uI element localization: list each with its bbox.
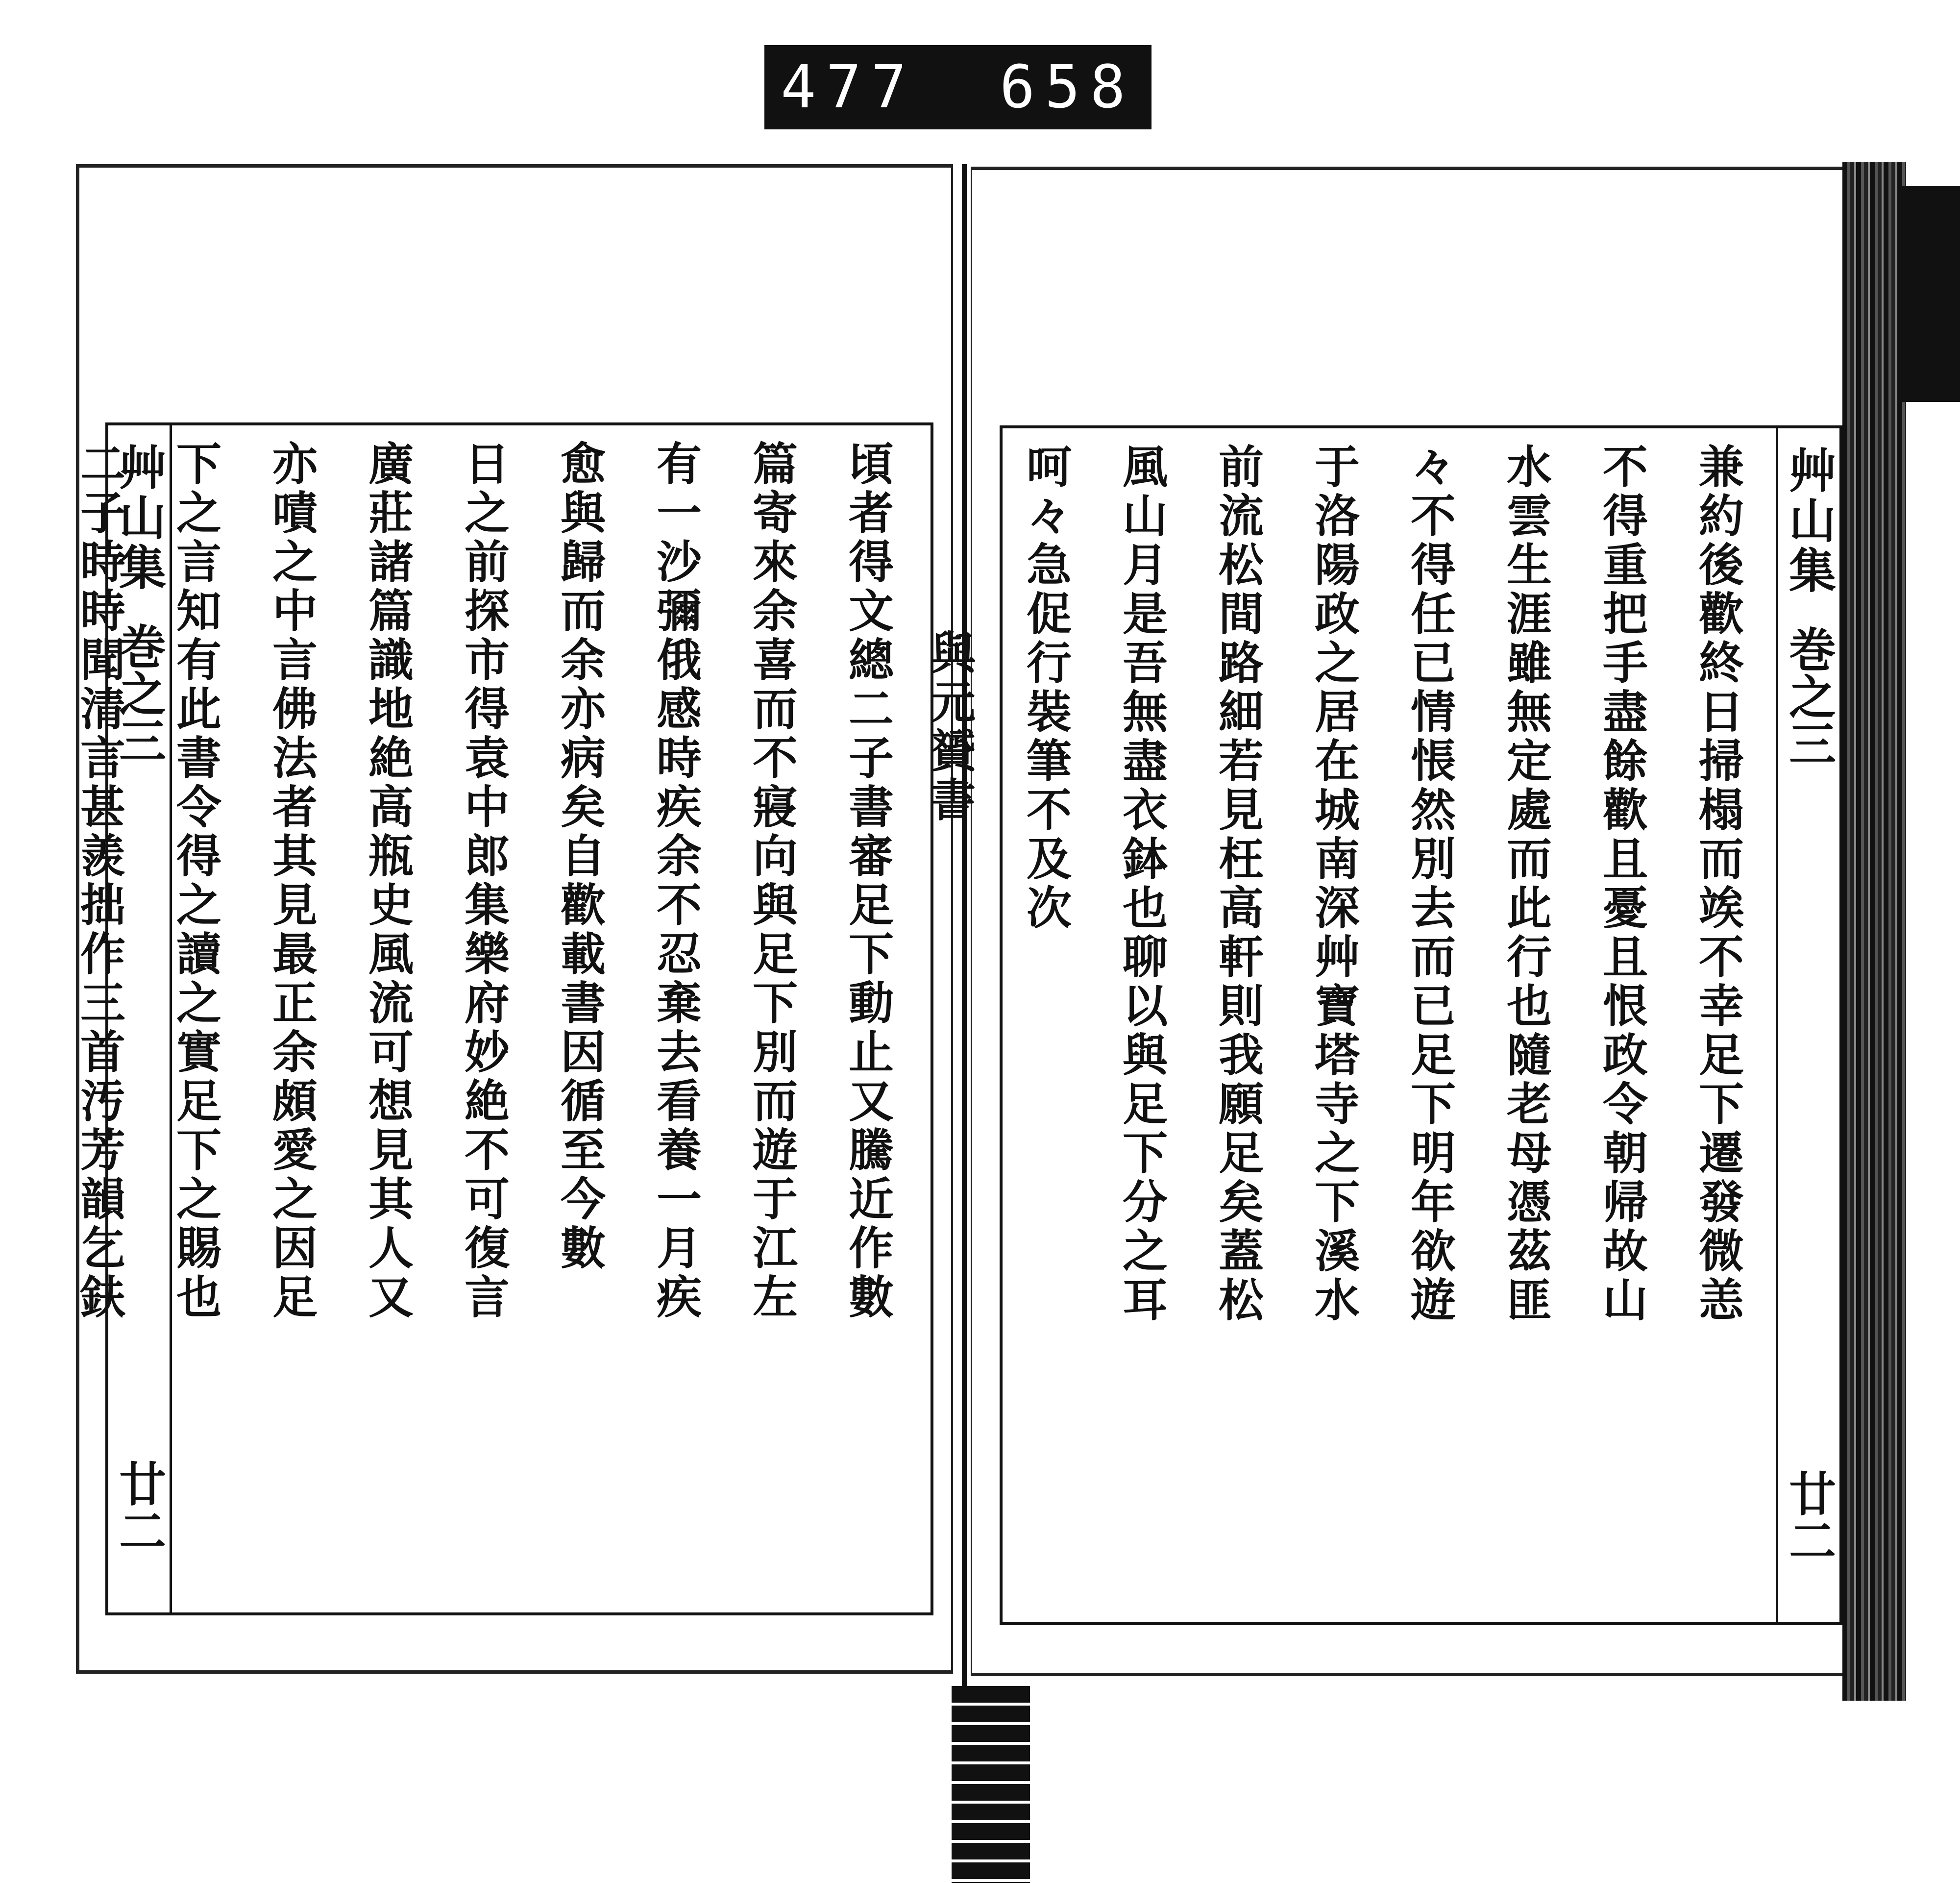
catalog-number-right: 658 — [1000, 53, 1135, 122]
left-page-number: 廿二 — [111, 1460, 167, 1554]
right-text-column: 于洛陽政之居在城南深艸寶塔寺之下溪水 — [1307, 443, 1360, 1325]
left-book-title: 艸山集 — [111, 443, 167, 593]
right-text-column: 水雲生涯雖無定處而此行也隨老母憑茲匪 — [1499, 443, 1552, 1325]
right-text-column: 風山月是吾無盡衣鉢也聊以與足下分之耳 — [1115, 443, 1168, 1325]
left-text-column: 日之前探市得袁中郎集樂府妙絶不可復言 — [457, 440, 510, 1322]
right-text-column: 々不得任已情悵然別去而已足下明年欲遊 — [1403, 443, 1456, 1325]
right-text-column: 前流松間路細若見枉高軒則我願足矣蓋松 — [1211, 443, 1264, 1325]
left-text-column: 愈與歸而余亦病矣自歡載書因循至今數 — [553, 440, 606, 1273]
right-volume-label: 巻之三 — [1781, 625, 1837, 767]
left-text-column: 亦嘖之中言佛法者其見最正余頗愛之因足 — [265, 440, 318, 1322]
left-text-column: 有一沙彌俄感時疾余不忍棄去看養一月疾 — [649, 440, 702, 1322]
left-text-column: 篇寄來余喜而不寢向與足下別而遊于江左 — [745, 440, 798, 1322]
binding-block — [952, 1686, 1030, 1883]
right-body-text — [923, 443, 1766, 1608]
right-text-column: 不得重把手盡餘歡且憂且恨政令朝帰故山 — [1595, 443, 1648, 1325]
left-text-column: 下之言知有此書令得之讀之實足下之賜也 — [169, 440, 222, 1322]
right-page-number: 廿二 — [1781, 1469, 1837, 1563]
right-text-column: 呵々急促行裝筆不及次 — [1019, 443, 1072, 933]
right-text-column: 兼約後歡終日掃榻而竢不幸足下遷發微恙 — [1691, 443, 1744, 1325]
letter-signature: 與元贇書 — [923, 629, 976, 825]
right-fold-column — [1776, 428, 1839, 1622]
right-text-frame — [923, 425, 1842, 1625]
page-edge-tab — [1901, 186, 1960, 402]
page-edge-stack — [1842, 162, 1906, 1701]
catalog-number-left: 477 — [781, 53, 916, 122]
left-text-frame — [73, 422, 933, 1615]
left-volume-label: 巻之三 — [111, 622, 167, 764]
left-text-column: 頃者得文總二子書審足下動止又騰近作數 — [841, 440, 894, 1322]
left-text-column: 二子時時聞清言甚羨拙作三首汚芳韻乞鈇 — [73, 440, 126, 1322]
left-text-column: 廣莊諸篇識地絶高瓶史風流可想見其人又 — [361, 440, 414, 1322]
right-book-title: 艸山集 — [1781, 446, 1837, 596]
catalog-label — [764, 45, 1152, 129]
